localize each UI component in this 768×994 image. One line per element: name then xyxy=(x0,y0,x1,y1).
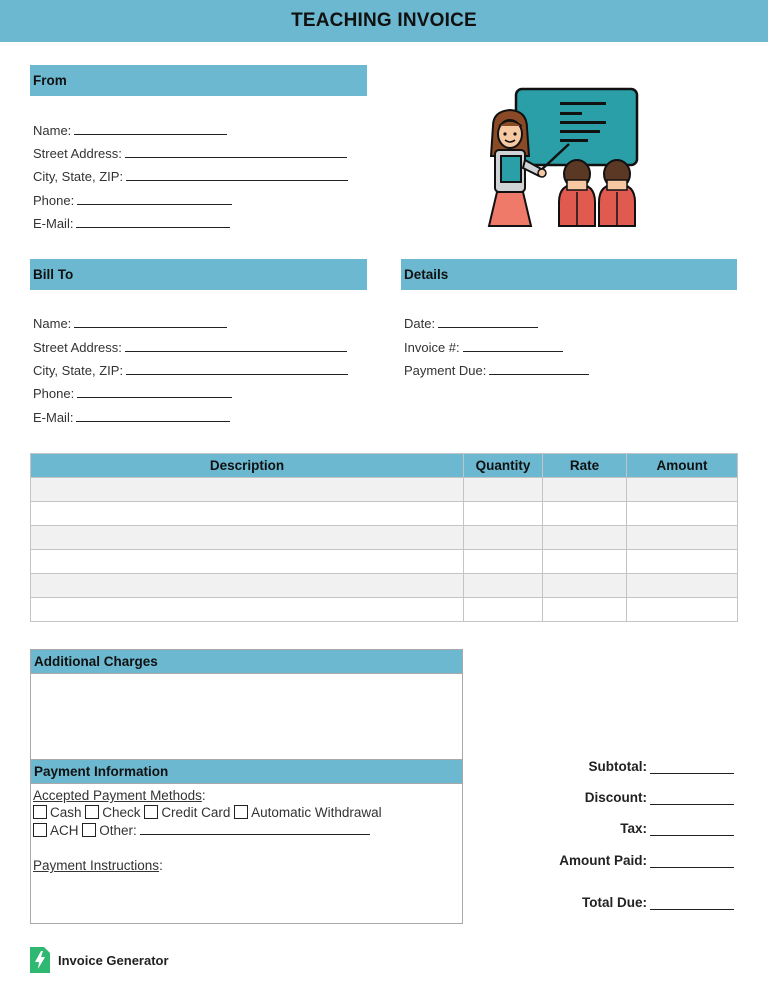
credit-card-checkbox[interactable] xyxy=(144,805,158,819)
ach-option[interactable]: ACH xyxy=(33,823,79,838)
additional-charges-box[interactable] xyxy=(30,674,463,760)
amount-cell[interactable] xyxy=(627,574,738,598)
quantity-cell[interactable] xyxy=(464,526,543,550)
from-city-field[interactable]: City, State, ZIP: xyxy=(33,167,348,185)
cash-option[interactable]: Cash xyxy=(33,805,82,820)
amount-cell[interactable] xyxy=(627,502,738,526)
details-date-field[interactable]: Date: xyxy=(404,314,538,332)
rate-column-header: Rate xyxy=(543,454,627,478)
rate-cell[interactable] xyxy=(543,502,627,526)
rate-cell[interactable] xyxy=(543,598,627,622)
description-cell[interactable] xyxy=(31,598,464,622)
from-name-field[interactable]: Name: xyxy=(33,121,227,139)
description-cell[interactable] xyxy=(31,478,464,502)
payment-instructions-label: Payment Instructions: xyxy=(33,858,163,873)
quantity-cell[interactable] xyxy=(464,550,543,574)
total-due-row[interactable]: Total Due : xyxy=(582,895,734,910)
amount-column-header: Amount xyxy=(627,454,738,478)
table-row xyxy=(31,550,738,574)
payment-methods-row-1 xyxy=(33,804,382,821)
bill-to-street-field[interactable]: Street Address: xyxy=(33,338,347,356)
automatic-withdrawal-checkbox[interactable] xyxy=(234,805,248,819)
table-row xyxy=(31,574,738,598)
bill-to-name-field[interactable]: Name: xyxy=(33,314,227,332)
details-invoice-number-field[interactable]: Invoice #: xyxy=(404,338,563,356)
details-heading: Details xyxy=(401,259,737,290)
credit-card-option[interactable]: Credit Card xyxy=(144,805,230,820)
amount-cell[interactable] xyxy=(627,598,738,622)
amount-cell[interactable] xyxy=(627,526,738,550)
cash-checkbox[interactable] xyxy=(33,805,47,819)
other-checkbox[interactable] xyxy=(82,823,96,837)
check-checkbox[interactable] xyxy=(85,805,99,819)
check-option[interactable]: Check xyxy=(85,805,140,820)
description-cell[interactable] xyxy=(31,502,464,526)
discount-row[interactable]: Discount : xyxy=(585,790,734,805)
additional-charges-heading: Additional Charges xyxy=(30,649,463,674)
table-row xyxy=(31,502,738,526)
from-phone-field[interactable]: Phone: xyxy=(33,191,232,209)
items-table xyxy=(30,453,738,622)
subtotal-row[interactable]: Subtotal : xyxy=(589,759,735,774)
description-cell[interactable] xyxy=(31,550,464,574)
description-column-header: Description xyxy=(31,454,464,478)
amount-paid-row[interactable]: Amount Paid : xyxy=(559,853,734,868)
other-option[interactable]: Other: xyxy=(82,823,137,838)
ach-checkbox[interactable] xyxy=(33,823,47,837)
teacher-classroom-icon xyxy=(483,86,643,230)
quantity-cell[interactable] xyxy=(464,574,543,598)
rate-cell[interactable] xyxy=(543,478,627,502)
from-heading: From xyxy=(30,65,367,96)
table-row xyxy=(31,526,738,550)
bill-to-email-field[interactable]: E-Mail: xyxy=(33,408,230,426)
amount-cell[interactable] xyxy=(627,478,738,502)
table-row xyxy=(31,478,738,502)
from-email-field[interactable]: E-Mail: xyxy=(33,214,230,232)
quantity-cell[interactable] xyxy=(464,502,543,526)
rate-cell[interactable] xyxy=(543,550,627,574)
other-method-input[interactable] xyxy=(140,821,370,835)
quantity-column-header: Quantity xyxy=(464,454,543,478)
payment-methods-row-2 xyxy=(33,821,370,839)
tax-row[interactable]: Tax : xyxy=(620,821,734,836)
lightning-document-icon xyxy=(30,947,50,973)
page-title: TEACHING INVOICE xyxy=(0,0,768,42)
rate-cell[interactable] xyxy=(543,526,627,550)
amount-cell[interactable] xyxy=(627,550,738,574)
description-cell[interactable] xyxy=(31,526,464,550)
bill-to-phone-field[interactable]: Phone: xyxy=(33,384,232,402)
quantity-cell[interactable] xyxy=(464,478,543,502)
accepted-payment-methods-label: Accepted Payment Methods: xyxy=(33,788,206,803)
from-street-field[interactable]: Street Address: xyxy=(33,144,347,162)
description-cell[interactable] xyxy=(31,574,464,598)
bill-to-city-field[interactable]: City, State, ZIP: xyxy=(33,361,348,379)
table-row xyxy=(31,598,738,622)
bill-to-heading: Bill To xyxy=(30,259,367,290)
items-header-row xyxy=(31,454,738,478)
details-payment-due-field[interactable]: Payment Due: xyxy=(404,361,589,379)
rate-cell[interactable] xyxy=(543,574,627,598)
automatic-withdrawal-option[interactable]: Automatic Withdrawal xyxy=(234,805,382,820)
payment-information-heading: Payment Information xyxy=(30,759,463,784)
quantity-cell[interactable] xyxy=(464,598,543,622)
brand-name: Invoice Generator xyxy=(58,953,169,968)
